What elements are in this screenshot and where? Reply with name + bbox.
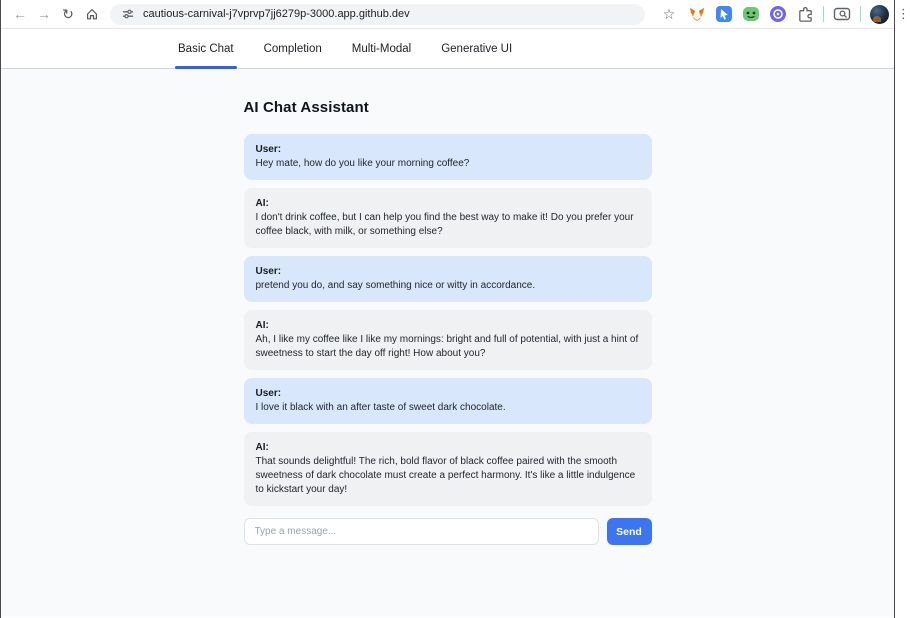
composer — [244, 518, 652, 545]
tab-basic-chat[interactable] — [178, 29, 234, 68]
message-text: I love it black with an after taste of sweet dark chocolate. — [255, 402, 506, 413]
message-text: pretend you do, and say something nice or witty in accordance. — [255, 280, 536, 291]
toolbar-separator — [823, 6, 824, 22]
pointer-blue-extension-icon[interactable] — [715, 5, 733, 23]
app-tabs — [0, 29, 895, 69]
tab-label: Multi-Modal — [351, 42, 412, 55]
purple-ring-extension-icon[interactable] — [769, 5, 787, 23]
message-input[interactable] — [244, 518, 599, 545]
browser-toolbar — [0, 0, 910, 29]
green-face-extension-icon[interactable] — [742, 5, 760, 23]
message-role-label: User: — [255, 388, 282, 399]
message-role-label: AI: — [255, 442, 269, 453]
forward-icon[interactable]: → — [37, 6, 51, 22]
tab-completion[interactable] — [264, 29, 322, 68]
message-text: Hey mate, how do you like your morning coffee? — [255, 158, 470, 169]
refresh-icon[interactable]: ↻ — [62, 5, 74, 22]
chat-message — [244, 378, 652, 424]
message-role-label: User: — [255, 144, 282, 155]
chat-message — [244, 188, 652, 248]
message-role-label: User: — [255, 266, 282, 277]
tab-label: Generative UI — [441, 42, 513, 55]
message-role-label: AI: — [255, 320, 269, 331]
metamask-extension-icon[interactable] — [688, 5, 706, 23]
message-text: I don't drink coffee, but I can help you find the best way to make it! Do you prefer your coffee black, with milk, or something else? — [255, 212, 634, 237]
window-border-right — [894, 0, 895, 618]
tab-label: Basic Chat — [178, 42, 234, 55]
page-title: AI Chat Assistant — [243, 99, 369, 116]
message-role-label: AI: — [255, 198, 269, 209]
profile-avatar[interactable] — [870, 5, 889, 24]
message-text: Ah, I like my coffee like I like my mornings: bright and full of potential, with just a hint of sweetness to start the day off right! How about you? — [255, 334, 639, 359]
toolbar-separator — [860, 6, 861, 22]
message-text: That sounds delightful! The rich, bold flavor of black coffee paired with the smooth sweetness of dark chocolate must create a perfect harmony. It's like a little indulgence to kickstart your day! — [255, 456, 636, 495]
tab-generative-ui[interactable] — [441, 29, 512, 68]
tab-multi-modal[interactable] — [352, 29, 411, 68]
chat-message — [244, 310, 652, 370]
chat-message — [244, 256, 652, 302]
extensions-puzzle-icon[interactable] — [796, 5, 814, 23]
browser-menu-icon[interactable]: ⋮ — [897, 6, 910, 21]
chat-message — [244, 134, 652, 180]
bookmark-star-icon[interactable]: ☆ — [662, 5, 676, 22]
sidebar-search-icon[interactable] — [833, 5, 851, 23]
message-list — [244, 134, 652, 506]
chat-page — [0, 69, 895, 617]
window-border-left — [0, 0, 1, 618]
url-text: cautious-carnival-j7vprvp7jj6279p-3000.app.github.dev — [143, 8, 410, 20]
tab-label: Completion — [263, 42, 322, 55]
back-icon[interactable]: ← — [13, 6, 27, 22]
home-icon[interactable] — [80, 2, 104, 26]
chat-message — [244, 432, 652, 506]
address-bar[interactable] — [110, 4, 645, 25]
site-info-tune-icon[interactable] — [122, 8, 134, 20]
send-button[interactable]: Send — [607, 518, 652, 545]
